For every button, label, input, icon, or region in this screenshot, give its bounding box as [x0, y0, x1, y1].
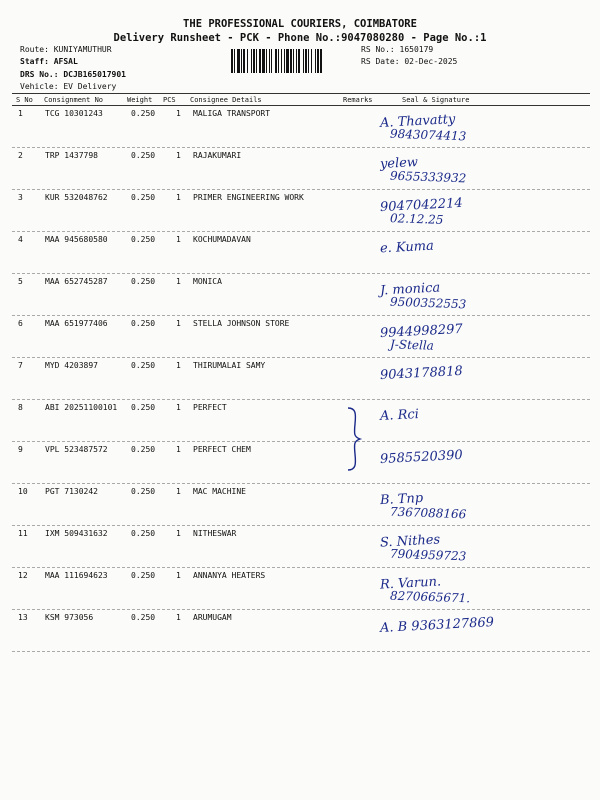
row-pcs: 1 — [176, 445, 181, 454]
row-weight: 0.250 — [131, 151, 156, 160]
row-sno: 10 — [18, 487, 28, 496]
barcode-bar — [231, 49, 233, 73]
signature-handwriting: B. Tnp — [379, 490, 424, 509]
barcode-bar — [243, 49, 245, 73]
row-weight: 0.250 — [131, 109, 156, 118]
row-divider — [12, 231, 590, 232]
signature-handwriting: 9585520390 — [379, 447, 464, 468]
vehicle-label: Vehicle: EV Delivery — [20, 82, 117, 91]
row-consignee: PRIMER ENGINEERING WORK — [193, 193, 304, 202]
rs-date: RS Date: 02-Dec-2025 — [361, 57, 458, 66]
barcode-bar — [269, 49, 270, 73]
barcode-image — [231, 49, 357, 73]
row-divider — [12, 189, 590, 190]
row-sno: 11 — [18, 529, 28, 538]
header-top-rule — [12, 93, 590, 94]
barcode-bar — [237, 49, 240, 73]
barcode-bar — [266, 49, 267, 73]
barcode-bar — [247, 49, 248, 73]
row-consignment-no: IXM 509431632 — [45, 529, 108, 538]
row-pcs: 1 — [176, 109, 181, 118]
row-consignment-no: ABI 20251100101 — [45, 403, 118, 412]
barcode-bar — [311, 49, 312, 73]
row-divider — [12, 567, 590, 568]
row-divider — [12, 651, 590, 652]
barcode-bar — [315, 49, 316, 73]
row-consignee: PERFECT CHEM — [193, 445, 251, 454]
rs-number: RS No.: 1650179 — [361, 45, 434, 54]
barcode-bar — [251, 49, 252, 73]
row-pcs: 1 — [176, 571, 181, 580]
signature-handwriting: 02.12.25 — [389, 211, 444, 227]
row-sno: 2 — [18, 151, 23, 160]
route-label: Route: KUNIYAMUTHUR — [20, 45, 112, 54]
row-consignee: RAJAKUMARI — [193, 151, 242, 160]
drs-number: DRS No.: DCJB165017901 — [20, 70, 126, 79]
col-pcs: PCS — [163, 96, 176, 104]
signature-handwriting: A. Rci — [379, 406, 420, 425]
row-pcs: 1 — [176, 487, 181, 496]
barcode-bar — [286, 49, 289, 73]
row-sno: 13 — [18, 613, 28, 622]
row-weight: 0.250 — [131, 445, 156, 454]
barcode-bar — [305, 49, 307, 73]
row-pcs: 1 — [176, 277, 181, 286]
row-consignee: MALIGA TRANSPORT — [193, 109, 271, 118]
row-consignee: NITHESWAR — [193, 529, 237, 538]
row-divider — [12, 525, 590, 526]
runsheet-subtitle: Delivery Runsheet - PCK - Phone No.:9047080280 - Page No.:1 — [113, 32, 487, 44]
signature-handwriting: A. B 9363127869 — [379, 615, 495, 636]
row-sno: 5 — [18, 277, 23, 286]
row-weight: 0.250 — [131, 361, 156, 370]
signature-handwriting: 7904959723 — [389, 546, 467, 564]
col-signature: Seal & Signature — [402, 96, 470, 104]
runsheet-title: THE PROFESSIONAL COURIERS, COIMBATORE — [183, 18, 417, 30]
row-pcs: 1 — [176, 613, 181, 622]
signature-handwriting: 9843074413 — [389, 126, 467, 144]
row-sno: 1 — [18, 109, 23, 118]
barcode-bar — [256, 49, 257, 73]
col-remarks: Remarks — [343, 96, 373, 104]
row-consignment-no: MAA 945680580 — [45, 235, 108, 244]
row-divider — [12, 315, 590, 316]
row-divider — [12, 147, 590, 148]
row-consignment-no: MAA 651977406 — [45, 319, 108, 328]
signature-handwriting: 9500352553 — [389, 294, 467, 312]
row-weight: 0.250 — [131, 613, 156, 622]
row-consignment-no: TRP 1437798 — [45, 151, 98, 160]
brace-mark — [342, 404, 364, 474]
row-sno: 4 — [18, 235, 23, 244]
row-divider — [12, 609, 590, 610]
row-consignee: STELLA JOHNSON STORE — [193, 319, 290, 328]
barcode-bar — [275, 49, 277, 73]
row-consignment-no: PGT 7130242 — [45, 487, 98, 496]
signature-handwriting: 9944998297 — [379, 321, 464, 342]
row-sno: 7 — [18, 361, 23, 370]
row-weight: 0.250 — [131, 193, 156, 202]
row-weight: 0.250 — [131, 403, 156, 412]
barcode-bar — [271, 49, 272, 73]
row-sno: 12 — [18, 571, 28, 580]
row-pcs: 1 — [176, 151, 181, 160]
row-weight: 0.250 — [131, 235, 156, 244]
row-consignment-no: MYD 4203897 — [45, 361, 98, 370]
signature-handwriting: 9655333932 — [389, 168, 467, 186]
row-weight: 0.250 — [131, 277, 156, 286]
row-pcs: 1 — [176, 403, 181, 412]
row-divider — [12, 483, 590, 484]
barcode-bar — [281, 49, 282, 73]
signature-handwriting: 9047042214 — [379, 195, 464, 216]
barcode-bar — [296, 49, 297, 73]
signature-handwriting: yelew — [379, 155, 419, 172]
barcode-bar — [317, 49, 319, 73]
signature-handwriting: 9043178818 — [379, 363, 464, 384]
col-weight: Weight — [127, 96, 153, 104]
barcode-bar — [303, 49, 304, 73]
signature-handwriting: S. Nithes — [379, 532, 441, 551]
row-divider — [12, 441, 590, 442]
barcode-bar — [241, 49, 242, 73]
barcode-bar — [290, 49, 292, 73]
col-sno: S No — [16, 96, 33, 104]
row-weight: 0.250 — [131, 487, 156, 496]
header-bottom-rule — [12, 105, 590, 106]
row-sno: 3 — [18, 193, 23, 202]
row-consignee: MONICA — [193, 277, 222, 286]
staff-label: Staff: AFSAL — [20, 57, 78, 66]
row-consignee: MAC MACHINE — [193, 487, 246, 496]
signature-handwriting: e. Kuma — [379, 238, 435, 257]
signature-handwriting: J. monica — [379, 280, 441, 299]
signature-handwriting: 8270665671. — [389, 588, 471, 606]
row-pcs: 1 — [176, 235, 181, 244]
signature-handwriting: A. Thavatty — [379, 112, 456, 131]
row-weight: 0.250 — [131, 571, 156, 580]
row-pcs: 1 — [176, 319, 181, 328]
row-consignee: KOCHUMADAVAN — [193, 235, 251, 244]
row-consignment-no: VPL 523487572 — [45, 445, 108, 454]
row-consignment-no: KSM 973056 — [45, 613, 94, 622]
barcode-bar — [278, 49, 279, 73]
barcode-bar — [308, 49, 309, 73]
signature-handwriting: R. Varun. — [379, 574, 442, 593]
barcode-bar — [293, 49, 294, 73]
row-divider — [12, 357, 590, 358]
row-consignee: PERFECT — [193, 403, 227, 412]
signature-handwriting: 7367088166 — [389, 504, 467, 522]
row-consignee: ANNANYA HEATERS — [193, 571, 266, 580]
row-pcs: 1 — [176, 193, 181, 202]
row-sno: 8 — [18, 403, 23, 412]
barcode-bar — [253, 49, 255, 73]
row-consignee: THIRUMALAI SAMY — [193, 361, 266, 370]
row-pcs: 1 — [176, 529, 181, 538]
barcode-bar — [259, 49, 261, 73]
col-consignment: Consignment No — [44, 96, 104, 104]
row-sno: 6 — [18, 319, 23, 328]
row-divider — [12, 399, 590, 400]
barcode-bar — [320, 49, 322, 73]
row-consignee: ARUMUGAM — [193, 613, 232, 622]
row-weight: 0.250 — [131, 319, 156, 328]
signature-handwriting: J-Stella — [389, 337, 435, 353]
barcode-bar — [234, 49, 235, 73]
col-consignee: Consignee Details — [190, 96, 262, 104]
row-consignment-no: MAA 652745287 — [45, 277, 108, 286]
row-consignment-no: TCG 10301243 — [45, 109, 103, 118]
barcode-bar — [284, 49, 285, 73]
barcode-bar — [298, 49, 300, 73]
row-consignment-no: KUR 532048762 — [45, 193, 108, 202]
row-consignment-no: MAA 111694623 — [45, 571, 108, 580]
row-divider — [12, 273, 590, 274]
row-sno: 9 — [18, 445, 23, 454]
row-weight: 0.250 — [131, 529, 156, 538]
barcode-bar — [262, 49, 265, 73]
row-pcs: 1 — [176, 361, 181, 370]
